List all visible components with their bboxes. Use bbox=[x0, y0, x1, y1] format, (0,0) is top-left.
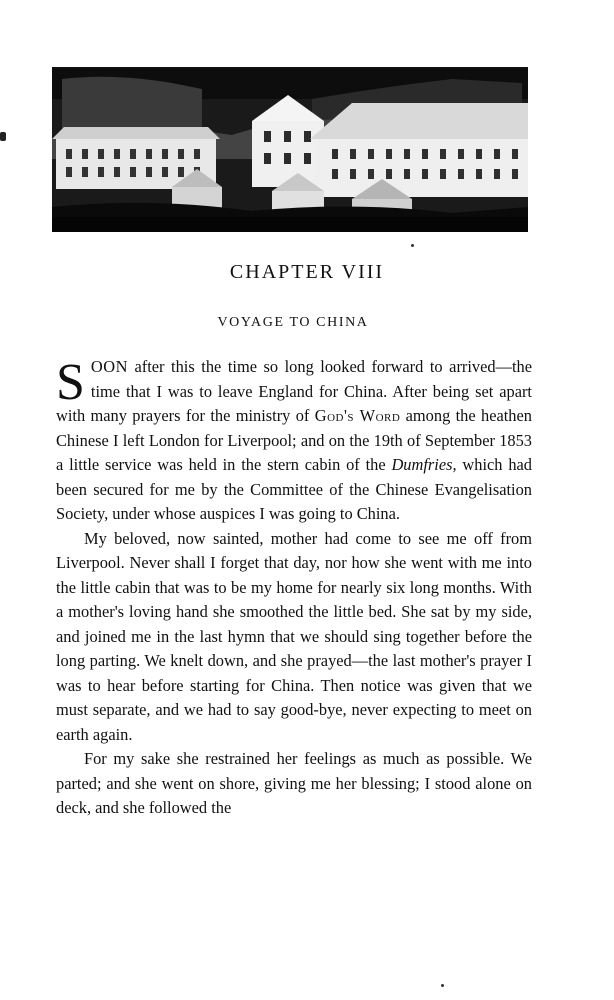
paragraph-3: For my sake she restrained her feelings as much as possible. We parted; and she went on shore, giving me her blessing; I stood alone on deck, and she followed the bbox=[56, 749, 532, 817]
stray-dot bbox=[441, 984, 444, 987]
harbour-buildings-icon bbox=[52, 69, 528, 232]
stray-dot bbox=[411, 244, 414, 247]
ship-name: Dumfries, bbox=[391, 455, 457, 474]
chapter-headpiece-illustration bbox=[52, 67, 528, 232]
paragraph-1-text-a: after this the time so long looked forward to arrived—the time that I was to leave England for China. After being set apart with many prayers for the ministry of bbox=[56, 357, 532, 425]
drop-cap: S bbox=[56, 354, 85, 411]
margin-mark bbox=[0, 132, 6, 141]
gods-word: God's Word bbox=[314, 406, 401, 425]
lead-word: OON bbox=[90, 357, 128, 376]
paragraph-1 bbox=[56, 355, 532, 527]
body-text bbox=[56, 355, 532, 821]
paragraph-1-text-b: among the heathen Chinese I left London for Liverpool; and on the 19th of September 1853 a little service was held in the stern cabin of the bbox=[56, 406, 532, 474]
paragraph-1-text-c: which had been secured for me by the Committee of the Chinese Evangelisation Society, under whose auspices I was going to China. bbox=[56, 455, 532, 523]
paragraph-2: My beloved, now sainted, mother had come to see me off from Liverpool. Never shall I forget that day, nor how she went with me into the little cabin that was to be my home for nearly six long months. With a mother's loving hand she smoothed the little bed. She sat by my side, and joined me in the last hymn that we should sing together before the long parting. We knelt down, and she prayed—the last mother's prayer I was to hear before starting for China. Then notice was given that we must separate, and we had to say good-bye, never expecting to meet on earth again. bbox=[56, 528, 532, 744]
chapter-heading: CHAPTER VIII bbox=[229, 261, 385, 283]
chapter-subtitle: VOYAGE TO CHINA bbox=[217, 315, 369, 330]
